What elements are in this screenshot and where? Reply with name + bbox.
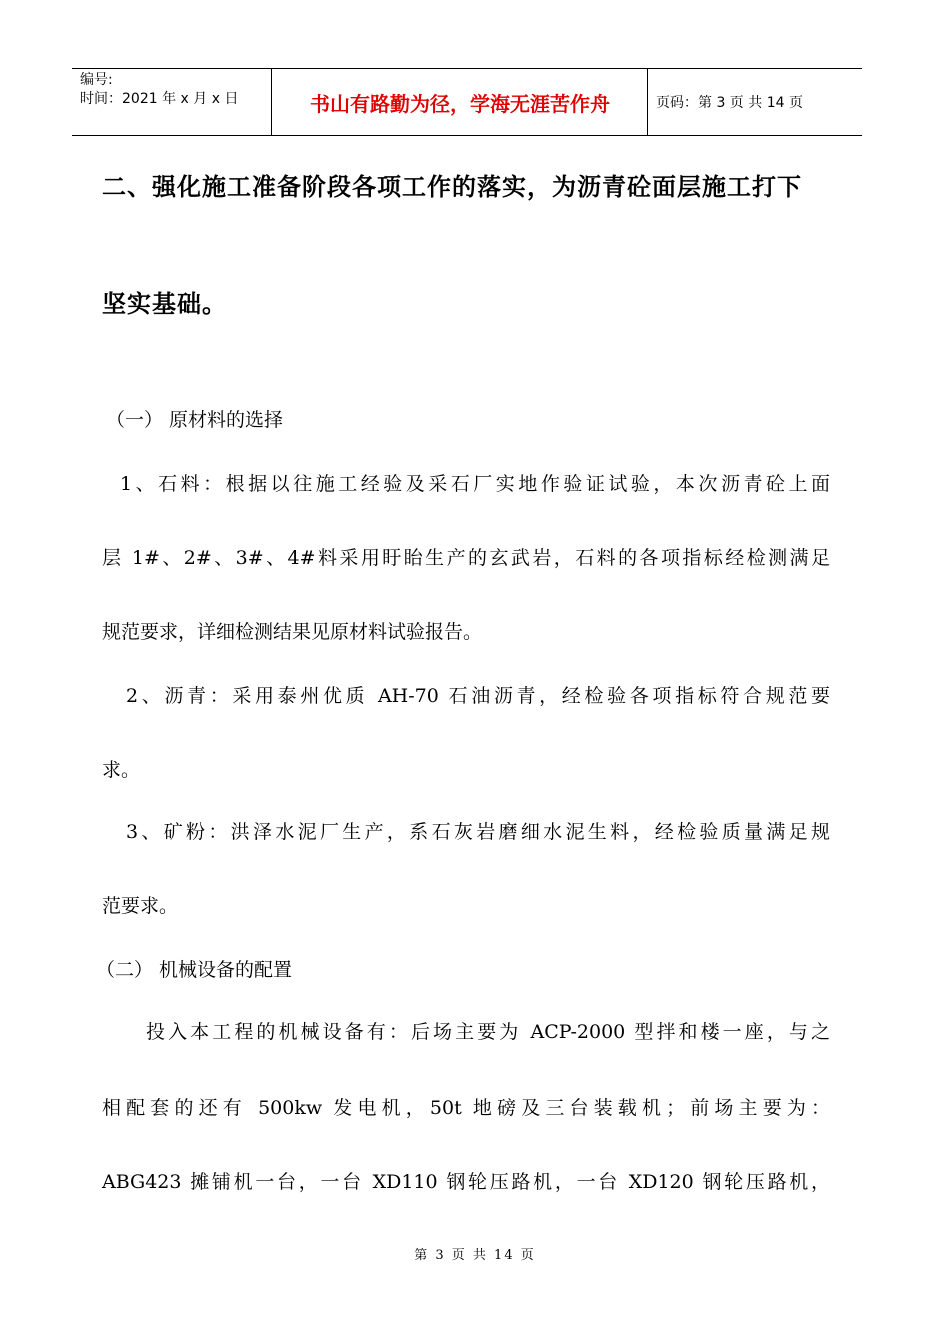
item3-line-1: 3、矿粉：洪泽水泥厂生产，系石灰岩磨细水泥生料，经检验质量满足规 bbox=[126, 821, 830, 843]
header-right-cell bbox=[648, 69, 862, 135]
header-motto: 书山有路勤为径，学海无涯苦作舟 bbox=[310, 92, 610, 116]
section-heading-line-2: 坚实基础。 bbox=[102, 290, 227, 318]
item1-line-1: 1、石料：根据以往施工经验及采石厂实地作验证试验，本次沥青砼上面 bbox=[120, 473, 830, 495]
document-time-label: 时间：2021 年 x 月 x 日 bbox=[80, 91, 239, 107]
item1-line-3: 规范要求，详细检测结果见原材料试验报告。 bbox=[102, 621, 483, 643]
item3-line-2: 范要求。 bbox=[102, 895, 179, 917]
header-page-info: 页码：第 3 页 共 14 页 bbox=[656, 95, 803, 111]
subsection-title-machinery: （二） 机械设备的配置 bbox=[96, 959, 293, 981]
item2-line-1: 2、沥青：采用泰州优质 AH-70 石油沥青，经检验各项指标符合规范要 bbox=[126, 685, 830, 707]
section-heading-line-1: 二、强化施工准备阶段各项工作的落实，为沥青砼面层施工打下 bbox=[102, 173, 802, 201]
header-table bbox=[72, 68, 862, 136]
item1-line-2: 层 1#、2#、3#、4#料采用盱眙生产的玄武岩，石料的各项指标经检测满足 bbox=[102, 547, 830, 569]
document-number-label: 编号: bbox=[80, 72, 113, 88]
page-footer: 第 3 页 共 14 页 bbox=[414, 1248, 536, 1263]
subsection-title-raw-materials: （一） 原材料的选择 bbox=[106, 409, 284, 431]
header-middle-cell bbox=[272, 69, 648, 135]
paragraph-line-2: 相配套的还有 500kw 发电机，50t 地磅及三台装载机；前场主要为： bbox=[102, 1097, 830, 1119]
paragraph-line-1: 投入本工程的机械设备有：后场主要为 ACP-2000 型拌和楼一座，与之 bbox=[146, 1021, 830, 1043]
item2-line-2: 求。 bbox=[102, 759, 141, 781]
paragraph-line-3: ABG423 摊铺机一台，一台 XD110 钢轮压路机，一台 XD120 钢轮压路机， bbox=[102, 1171, 830, 1193]
header-left-cell bbox=[72, 69, 272, 135]
